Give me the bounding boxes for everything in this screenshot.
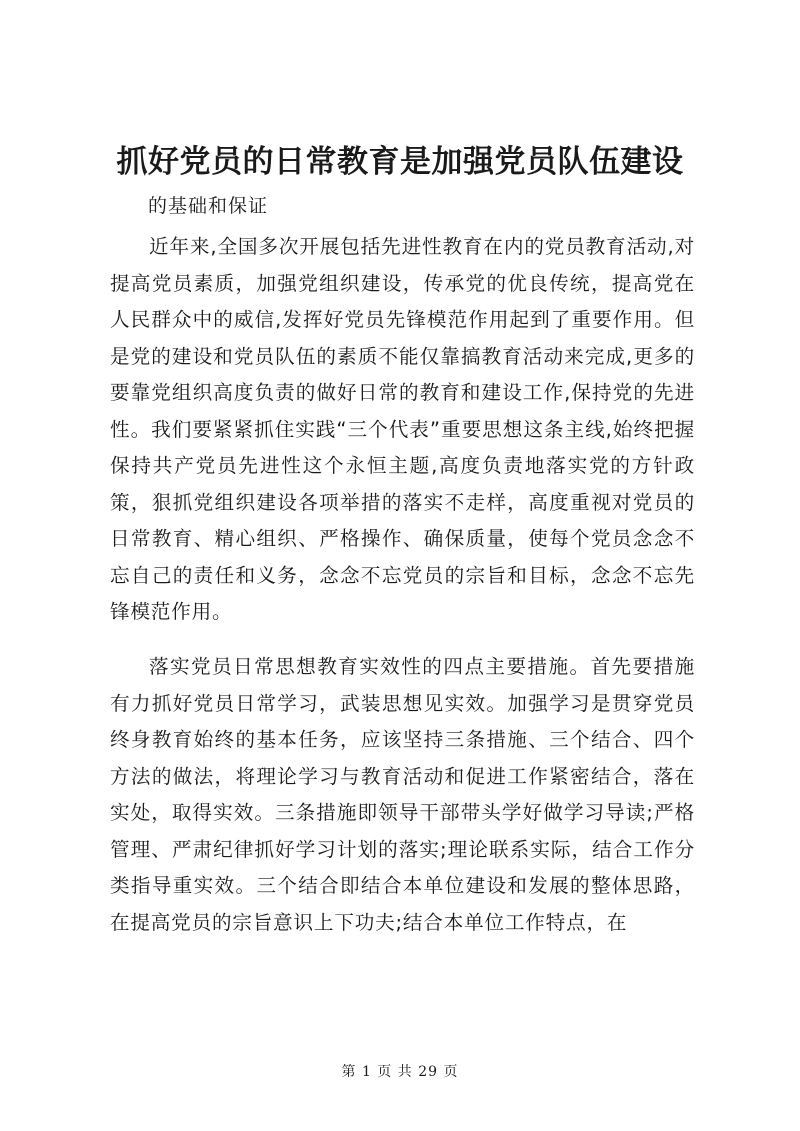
body-paragraph: 近年来,全国多次开展包括先进性教育在内的党员教育活动,对提高党员素质，加强党组织建设，传承党的优良传统，提高党在人民群众中的威信,发挥好党员先锋模范作用起到了重要作用。但是党的建设和党员队伍的素质不能仅靠搞教育活动来完成,更多的要靠党组织高度负责的做好日常的教育和建设工作,保持党的先进性。我们要紧紧抓住实践“三个代表”重要思想这条主线,始终把握保持共产党员先进性这个永恒主题,高度负责地落实党的方针政策，狠抓党组织建设各项举措的落实不走样，高度重视对党员的日常教育、精心组织、严格操作、确保质量，使每个党员念念不忘自己的责任和义务，念念不忘党员的宗旨和目标，念念不忘先锋模范作用。 bbox=[110, 235, 695, 623]
document-title: 抓好党员的日常教育是加强党员队伍建设 bbox=[116, 144, 684, 180]
page-number-footer: 第 1 页 共 29 页 bbox=[341, 1064, 459, 1080]
body-paragraph: 落实党员日常思想教育实效性的四点主要措施。首先要措施有力抓好党员日常学习，武装思想见实效。加强学习是贯穿党员终身教育始终的基本任务，应该坚持三条措施、三个结合、四个方法的做法，将理论学习与教育活动和促进工作紧密结合，落在实处，取得实效。三条措施即领导干部带头学好做学习导读;严格管理、严肃纪律抓好学习计划的落实;理论联系实际，结合工作分类指导重实效。三个结合即结合本单位建设和发展的整体思路，在提高党员的宗旨意识上下功夫;结合本单位工作特点，在 bbox=[110, 655, 695, 934]
document-subtitle: 的基础和保证 bbox=[148, 195, 269, 217]
